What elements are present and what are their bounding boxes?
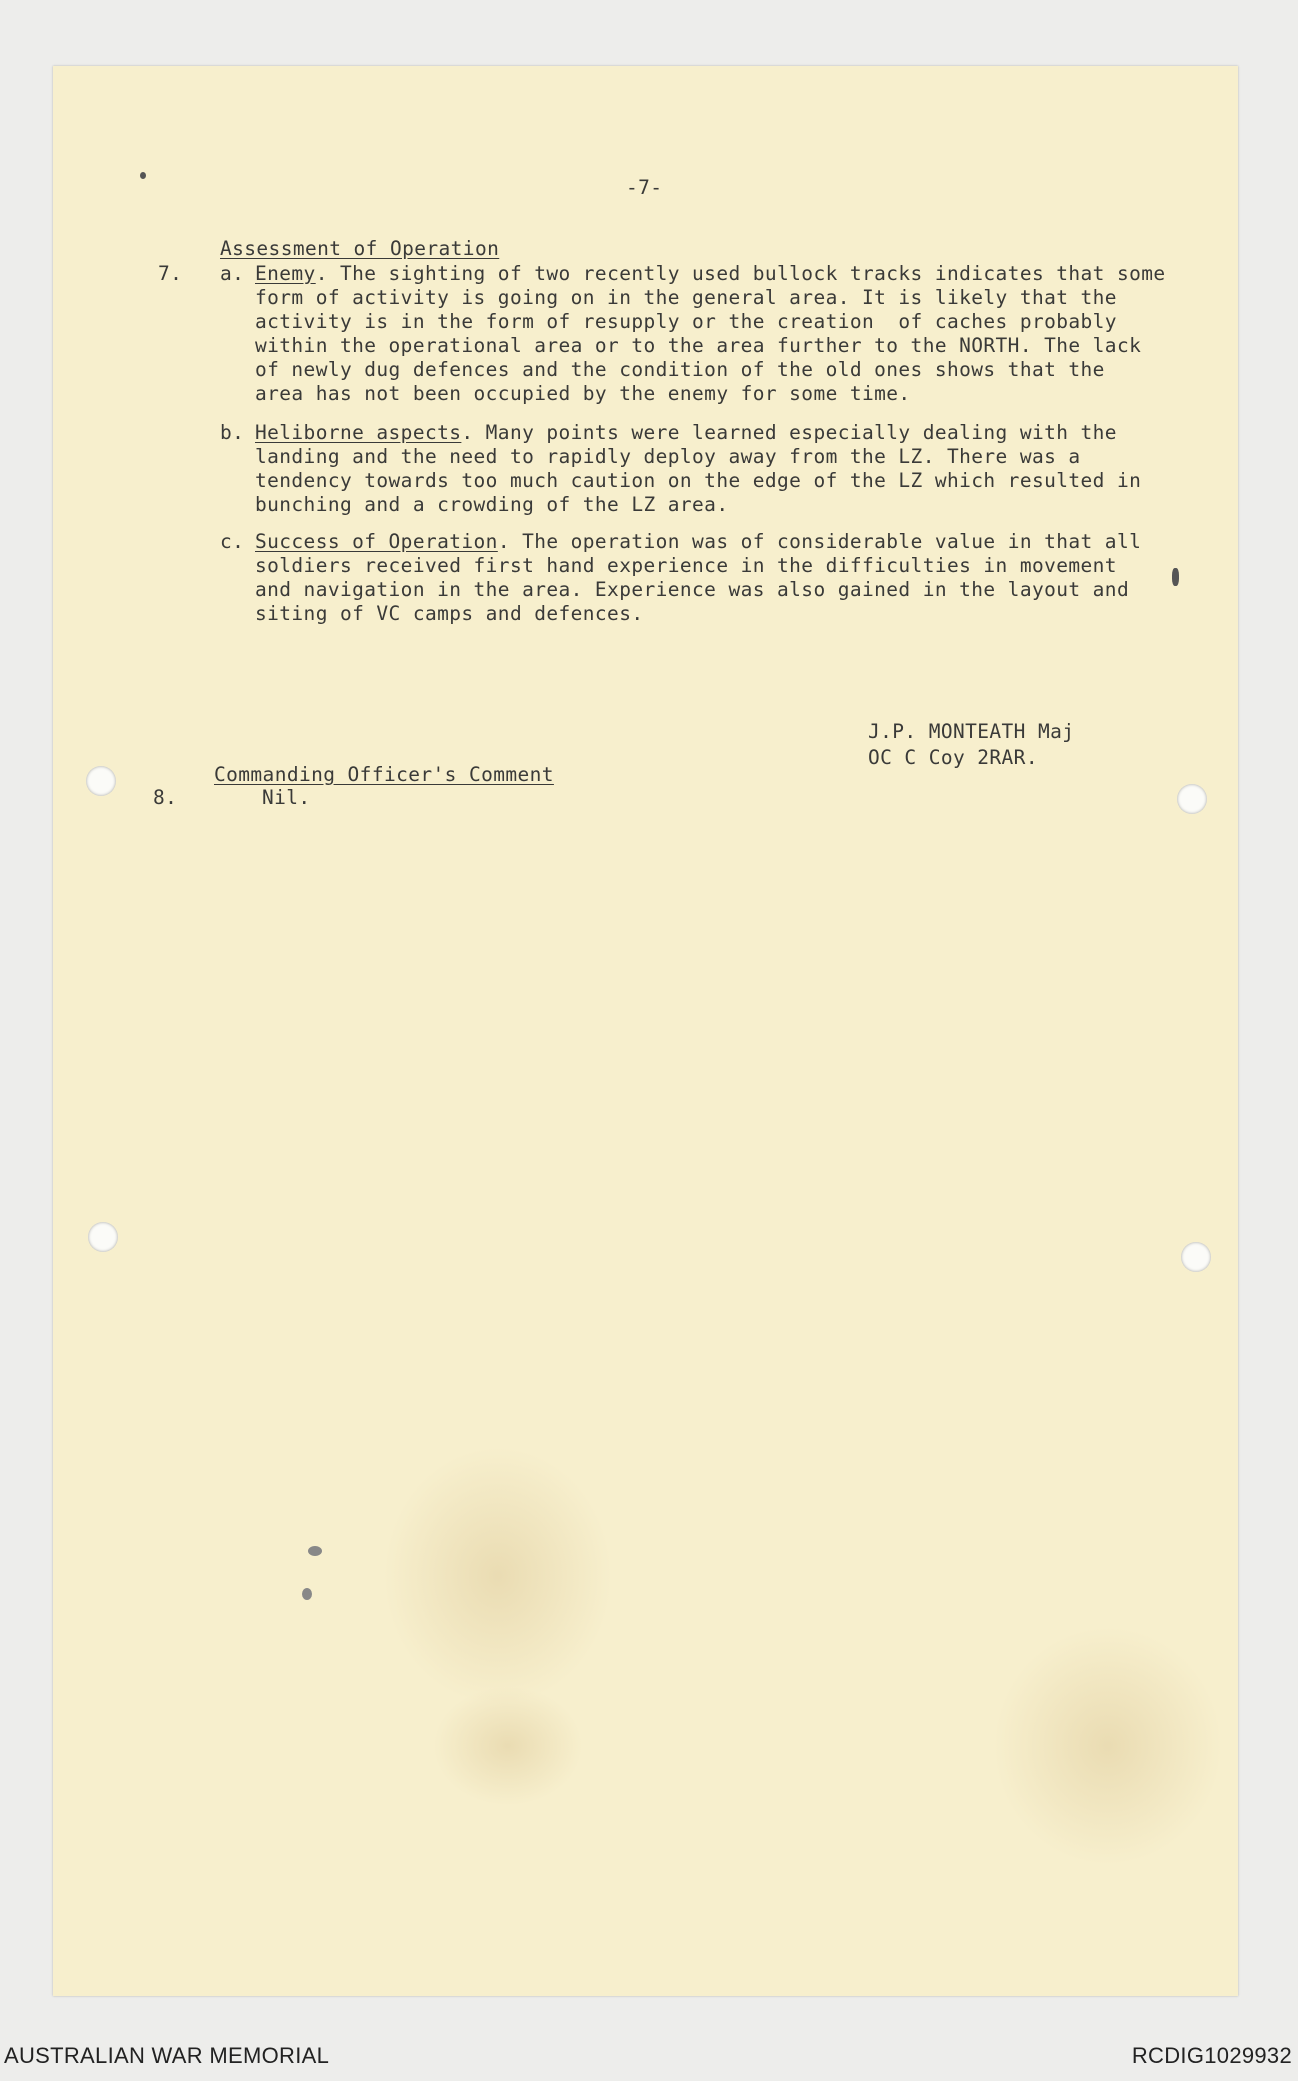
- punch-hole: [88, 1222, 118, 1252]
- text-line: and navigation in the area. Experience was also gained in the layout and: [255, 578, 1130, 601]
- item-title: Enemy: [255, 262, 316, 285]
- text-line: . The operation was of considerable value in that all: [497, 530, 1142, 553]
- item-marker: b.: [220, 421, 245, 444]
- item-paragraph: [255, 262, 1166, 285]
- section-body: Nil.: [262, 786, 311, 809]
- text-line: tendency towards too much caution on the edge of the LZ which resulted in: [255, 469, 1142, 492]
- ink-speck: [140, 172, 146, 179]
- section-heading: Commanding Officer's Comment: [214, 763, 554, 786]
- item-title: Success of Operation: [255, 530, 498, 553]
- text-line: . The sighting of two recently used bullock tracks indicates that some: [315, 262, 1166, 285]
- paper-stain: [433, 1686, 583, 1806]
- text-line: siting of VC camps and defences.: [255, 602, 644, 625]
- signature-name: J.P. MONTEATH Maj: [868, 720, 1075, 743]
- punch-hole: [1177, 784, 1207, 814]
- text-line: form of activity is going on in the general area. It is likely that the: [255, 286, 1117, 309]
- paper-stain: [383, 1446, 613, 1706]
- text-line: of newly dug defences and the condition of the old ones shows that the: [255, 358, 1105, 381]
- item-paragraph: [255, 421, 1117, 444]
- text-line: area has not been occupied by the enemy for some time.: [255, 382, 911, 405]
- paper-stain: [993, 1626, 1223, 1866]
- text-line: within the operational area or to the area further to the NORTH. The lack: [255, 334, 1142, 357]
- text-line: . Many points were learned especially dealing with the: [461, 421, 1117, 444]
- section-heading: Assessment of Operation: [220, 237, 500, 260]
- section-number: 7.: [158, 262, 183, 285]
- ink-speck: [1172, 568, 1179, 586]
- punch-hole: [1181, 1242, 1211, 1272]
- text-line: landing and the need to rapidly deploy away from the LZ. There was a: [255, 445, 1081, 468]
- item-marker: a.: [220, 262, 245, 285]
- signature-unit: OC C Coy 2RAR.: [868, 746, 1038, 769]
- text-line: soldiers received first hand experience in the difficulties in movement: [255, 554, 1117, 577]
- text-line: bunching and a crowding of the LZ area.: [255, 493, 729, 516]
- footer-record-id: RCDIG1029932: [1131, 2043, 1292, 2068]
- punch-hole: [86, 766, 116, 796]
- item-marker: c.: [220, 530, 245, 553]
- ink-speck: [302, 1588, 312, 1600]
- text-line: activity is in the form of resupply or the creation of caches probably: [255, 310, 1117, 333]
- page-number: -7-: [626, 176, 663, 199]
- footer-archive-name: AUSTRALIAN WAR MEMORIAL: [4, 2043, 330, 2068]
- ink-speck: [308, 1546, 322, 1556]
- item-paragraph: [255, 530, 1141, 553]
- section-number: 8.: [153, 786, 178, 809]
- item-title: Heliborne aspects: [255, 421, 462, 444]
